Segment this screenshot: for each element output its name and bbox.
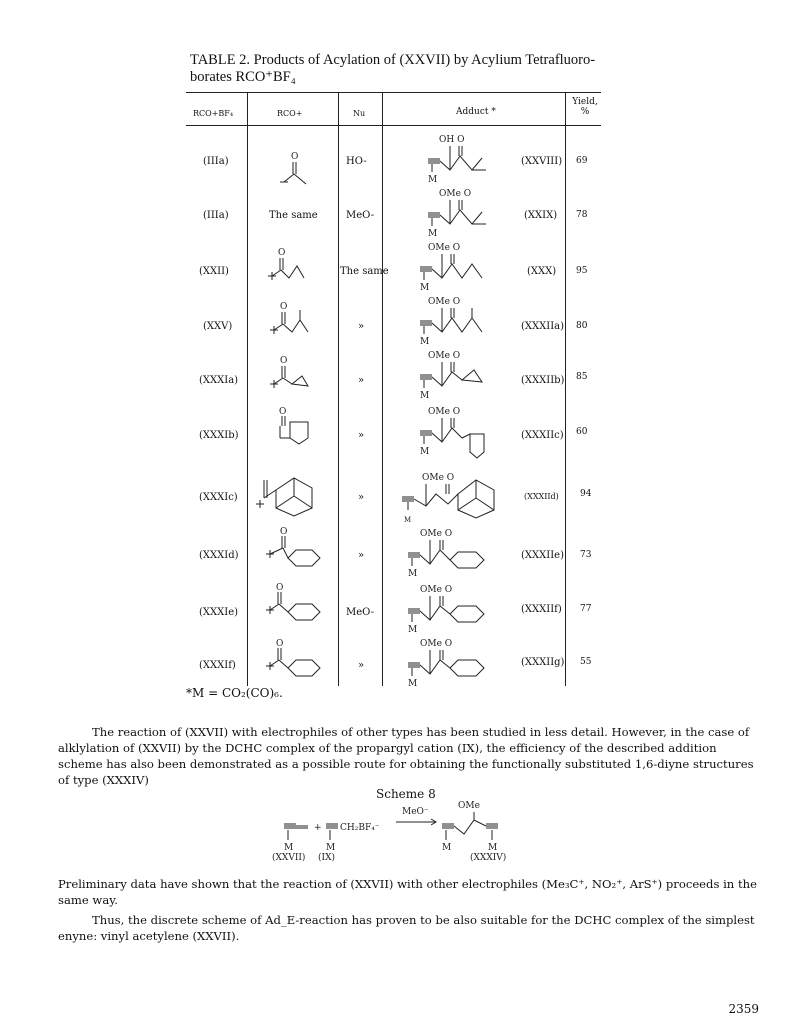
row6-adduct-label: (XXXIIc) [521,430,564,441]
carbonyl-o: O [291,152,299,162]
table-col-divider [338,92,339,686]
row5-adduct-label: (XXXIIb) [521,375,565,386]
row8-yield: 73 [580,550,592,560]
row7-nu: » [358,492,365,503]
table-caption-line1: TABLE 2. Products of Acylation of (XXVII) by Acylium Tetrafluoro- [190,52,596,68]
carbonyl-o: O [276,639,284,649]
adduct-structure-row8 [406,526,506,586]
adduct-top-label: OMe O [420,529,453,539]
carbonyl-o: O [276,583,284,593]
scheme-plus: + [314,823,322,833]
row10-yield: 55 [580,657,592,667]
page-number: 2359 [728,1002,759,1016]
row2-nu: MeO- [346,210,375,221]
metal-label: M [420,447,430,457]
header-nu: Nu [353,109,366,118]
row4-yield: 80 [576,321,588,331]
row10-nu: » [358,660,365,671]
acyl-structure-row7 [250,470,330,520]
row10-reagent: (XXXIf) [199,660,236,671]
row1-reagent: (IIIa) [203,156,229,167]
scheme-metal-4: M [488,843,498,853]
row10-adduct-label: (XXXIIg) [521,657,565,668]
paragraph-1: The reaction of (XXVII) with electrophiles of other types has been studied in less detail. However, in the case of alklylation of (XXVII) by the DCHC complex of the propargyl cation (IX), the efficiency of the described addition scheme has also been demonstrated as a possible route for obtaining the functionally substituted 1,6-diyne structures of type (XXXIV) [58,725,754,787]
adduct-structure-row6 [418,404,508,468]
metal-label: M [408,569,418,579]
row1-adduct-label: (XXVIII) [521,156,563,167]
adduct-structure-row4 [418,294,508,354]
adduct-top-label: OMe O [428,407,461,417]
row9-adduct-label: (XXXIIf) [521,604,562,615]
acyl-structure-row5 [268,354,318,394]
row1-nu: HO- [346,156,367,167]
metal-label: M [408,625,418,635]
row3-yield: 95 [576,266,588,276]
adduct-top-label: OMe O [428,351,461,361]
row9-reagent: (XXXIe) [199,607,239,618]
scheme-title: Scheme 8 [376,787,436,801]
adduct-structure-row1 [426,132,506,192]
metal-label: M [428,229,438,239]
scheme-label-ix: (IX) [318,853,335,863]
scheme-label-xxxiv: (XXXIV) [470,853,507,863]
header-adduct: Adduct * [456,107,496,117]
row6-yield: 60 [576,427,588,437]
carbonyl-o: O [280,527,288,537]
scheme-ome: OMe [458,801,480,811]
row8-adduct-label: (XXXIIe) [521,550,564,561]
table-footnote: *M = CO₂(CO)₆. [186,686,283,700]
row3-nu: The same [340,266,389,277]
adduct-top-label: OMe O [420,639,453,649]
header-reagent: RCO+BF₄ [193,109,234,118]
table-col-divider [247,92,248,686]
row4-adduct-label: (XXXIIa) [521,321,565,332]
adduct-top-label: OMe O [439,189,472,199]
row6-reagent: (XXXIb) [199,430,239,441]
acyl-structure-row3 [266,246,316,286]
row1-yield: 69 [576,156,588,166]
scheme-metal-2: M [326,843,336,853]
adduct-structure-row3 [418,240,508,300]
scheme-label-xxvii: (XXVII) [272,853,306,863]
scheme-metal-1: M [284,843,294,853]
row4-reagent: (XXV) [203,321,233,332]
row7-yield: 94 [580,489,592,499]
row5-yield: 85 [576,372,588,382]
adduct-top-label: OH O [439,135,465,145]
carbonyl-o: O [279,407,287,417]
acyl-structure-row9 [264,580,324,630]
carbonyl-o: O [280,356,288,366]
table-col-divider [382,92,383,686]
row5-nu: » [358,375,365,386]
row2-reagent: (IIIa) [203,210,229,221]
adduct-top-label: OMe O [428,297,461,307]
metal-label: M [428,175,438,185]
row3-reagent: (XXII) [199,266,229,277]
scheme-cation: CH₂BF₄⁻ [340,823,380,833]
adduct-top-label: OMe O [428,243,461,253]
metal-label: M [420,391,430,401]
scheme-8-diagram [272,798,540,864]
row9-nu: MeO- [346,607,375,618]
acyl-structure-row10 [264,636,324,686]
header-yield [568,97,602,117]
metal-label: M [404,516,412,524]
row8-nu: » [358,550,365,561]
metal-label: M [420,337,430,347]
table-caption-line2: borates RCO⁺BF₄ [190,69,296,85]
row2-adduct-label: (XXIX) [524,210,558,221]
row2-yield: 78 [576,210,588,220]
adduct-structure-row7 [400,470,510,530]
row9-yield: 77 [580,604,592,614]
header-yield-unit: % [580,107,590,117]
header-rco: RCO+ [277,109,303,118]
adduct-structure-row10 [406,636,506,696]
row2-rco: The same [269,210,318,221]
row8-reagent: (XXXId) [199,550,239,561]
adduct-structure-row2 [426,186,506,246]
scheme-reagent: MeO⁻ [402,807,429,817]
row4-nu: » [358,321,365,332]
table-header-rule [186,125,601,126]
paragraph-2: Preliminary data have shown that the reaction of (XXVII) with other electrophiles (Me₃C⁺, NO₂⁺, ArS⁺) proceeds in the same way. [58,877,757,907]
acyl-structure-row6 [276,404,326,444]
adduct-structure-row9 [406,582,506,642]
acyl-structure-row1 [276,150,316,190]
header-yield-label: Yield, [572,97,598,107]
scheme-metal-3: M [442,843,452,853]
acyl-structure-row4 [268,300,318,340]
carbonyl-o: O [278,248,286,258]
row7-adduct-label: (XXXIId) [524,492,559,501]
table-caption [190,52,630,86]
adduct-top-label: OMe O [420,585,453,595]
row3-adduct-label: (XXX) [527,266,557,277]
adduct-top-label: OMe O [422,473,455,483]
acyl-structure-row8 [264,524,324,574]
row5-reagent: (XXXIa) [199,375,239,386]
adduct-structure-row5 [418,348,508,408]
metal-label: M [420,283,430,293]
paragraph-3: Thus, the discrete scheme of Ad_E-reaction has proven to be also suitable for the DCHC complex of the simplest enyne: vinyl acetylene (XXVII). [58,913,755,943]
metal-label: M [408,679,418,689]
table-top-rule [186,92,601,93]
table-col-divider [565,92,566,686]
row7-reagent: (XXXIc) [199,492,238,503]
carbonyl-o: O [280,302,288,312]
row6-nu: » [358,430,365,441]
